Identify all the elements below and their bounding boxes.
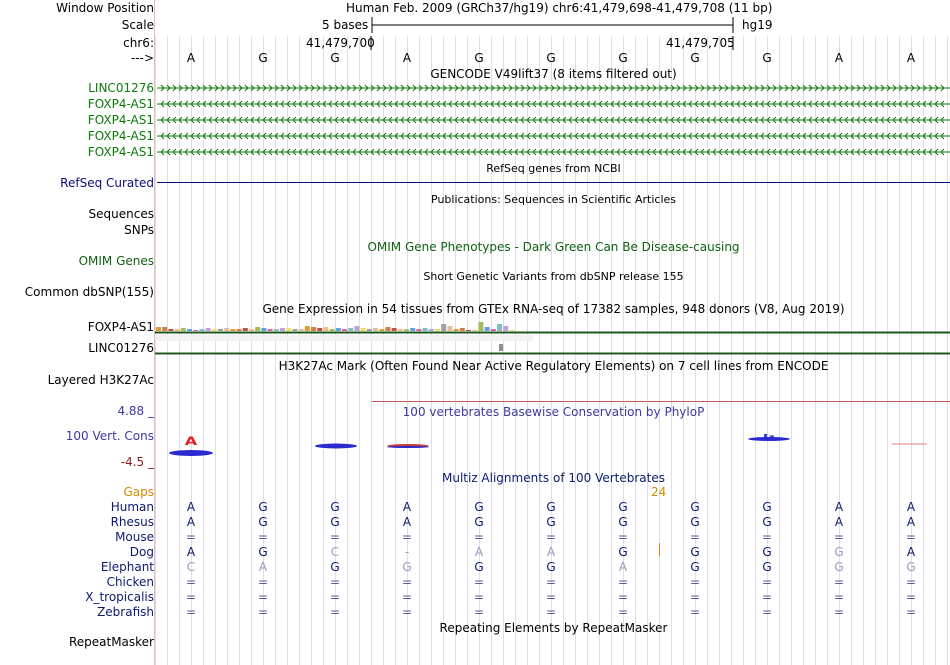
repeatmasker-title: Repeating Elements by RepeatMasker [439, 621, 668, 635]
window-position-text: Human Feb. 2009 (GRCh37/hg19) chr6:41,479,698-41,479,708 (11 bp) [346, 1, 773, 15]
scale-bar [370, 14, 740, 36]
gap-marker [659, 543, 660, 556]
gtex-tissue-bar [330, 329, 335, 331]
gtex-tissue-bar [342, 329, 347, 331]
gtex-tissue-bar [367, 329, 372, 331]
refseq-gene-line[interactable] [157, 182, 950, 183]
gtex-tissue-bar [168, 329, 173, 331]
strand-label: ---> [130, 51, 154, 65]
phylop-logo-flat [169, 450, 213, 456]
alignment-base: = [473, 590, 485, 604]
sequences-label[interactable]: Sequences [88, 207, 154, 221]
alignment-base: A [474, 545, 484, 559]
gtex-tissue-bar [249, 329, 254, 331]
gtex-tissue-bar [373, 328, 378, 331]
multiz-species-label[interactable]: Mouse [115, 530, 154, 544]
base-letter: G [258, 51, 268, 65]
alignment-base: = [329, 590, 341, 604]
gencode-transcript-line[interactable] [157, 147, 950, 157]
omim-title: OMIM Gene Phenotypes - Dark Green Can Be Disease-causing [367, 240, 740, 254]
gtex-row-label-2[interactable]: LINC01276 [88, 341, 154, 355]
alignment-base: = [833, 530, 845, 544]
gtex-tissue-bar [230, 329, 235, 331]
alignment-base: G [258, 515, 268, 529]
dbsnp-label[interactable]: Common dbSNP(155) [24, 285, 154, 299]
alignment-base: A [186, 545, 196, 559]
alignment-base: G [618, 500, 628, 514]
alignment-base: = [689, 530, 701, 544]
alignment-base: G [546, 560, 556, 574]
alignment-base: G [618, 515, 628, 529]
alignment-base: G [762, 545, 772, 559]
gtex-tissue-bar [447, 326, 452, 331]
gtex-tissue-bar [286, 328, 291, 331]
gtex-tissue-bar [435, 329, 440, 331]
gtex-tissue-bar [336, 328, 341, 331]
alignment-base: = [689, 575, 701, 589]
alignment-base: = [833, 590, 845, 604]
gtex-tissue-bar [429, 329, 434, 331]
snps-label[interactable]: SNPs [124, 223, 154, 237]
alignment-base: = [473, 530, 485, 544]
alignment-base: = [185, 530, 197, 544]
alignment-base: G [762, 515, 772, 529]
alignment-base: G [258, 500, 268, 514]
gtex-tissue-bar [255, 327, 260, 331]
gencode-item-label[interactable]: FOXP4-AS1 [87, 129, 154, 143]
alignment-base: G [546, 515, 556, 529]
alignment-base: = [257, 590, 269, 604]
gtex-tissue-bar [410, 328, 415, 331]
coord-left: 41,479,700 [306, 36, 375, 50]
gaps-value: 24 [651, 485, 667, 499]
gtex-tissue-bar [175, 329, 180, 331]
alignment-base: = [833, 605, 845, 619]
repeatmasker-label[interactable]: RepeatMasker [68, 635, 154, 649]
gtex-tissue-bar [280, 328, 285, 331]
gtex-tissue-bar [218, 329, 223, 331]
alignment-base: A [186, 515, 196, 529]
alignment-base: G [474, 500, 484, 514]
gtex-tissue-bar [385, 327, 390, 331]
publications-title: Publications: Sequences in Scientific Articles [431, 193, 676, 206]
alignment-base: G [762, 500, 772, 514]
alignment-base: G [330, 515, 340, 529]
alignment-base: = [761, 575, 773, 589]
multiz-species-label[interactable]: Elephant [100, 560, 154, 574]
alignment-base: = [473, 605, 485, 619]
gtex-row-label-1[interactable]: FOXP4-AS1 [87, 320, 154, 334]
coord-right: 41,479,705 [666, 36, 735, 50]
gtex-tissue-bar [454, 329, 459, 331]
alignment-base: = [329, 605, 341, 619]
gtex-tissue-bar [274, 329, 279, 331]
gtex-tissue-bar [299, 329, 304, 331]
scale-text: 5 bases [322, 18, 369, 32]
gencode-transcript-line[interactable] [157, 115, 950, 125]
multiz-species-label[interactable]: Dog [129, 545, 154, 559]
alignment-base: A [906, 545, 916, 559]
alignment-base: G [834, 545, 844, 559]
alignment-base: G [618, 545, 628, 559]
gtex-tissue-bar [499, 344, 503, 351]
alignment-base: G [690, 515, 700, 529]
alignment-base: = [329, 530, 341, 544]
refseq-label[interactable]: RefSeq Curated [60, 176, 154, 190]
gencode-item-label[interactable]: LINC01276 [88, 81, 154, 95]
alignment-base: = [905, 575, 917, 589]
alignment-base: = [185, 605, 197, 619]
gencode-title: GENCODE V49lift37 (8 items filtered out) [430, 67, 677, 81]
gtex-tissue-bar [503, 326, 508, 331]
gtex-tissue-bar [181, 328, 186, 331]
gtex-title: Gene Expression in 54 tissues from GTEx RNA-seq of 17382 samples, 948 donors (V8, Aug 2019) [262, 302, 845, 316]
h3k27ac-label[interactable]: Layered H3K27Ac [47, 373, 154, 387]
alignment-base: = [617, 605, 629, 619]
omim-label[interactable]: OMIM Genes [78, 254, 154, 268]
base-letter: G [546, 51, 556, 65]
phylop-label[interactable]: 100 Vert. Cons [65, 429, 154, 443]
alignment-base: C [330, 545, 340, 559]
gtex-tissue-bar [354, 326, 359, 331]
gtex-tissue-bar [156, 327, 161, 331]
gtex-tissue-bar [212, 329, 217, 331]
gtex-expression-bars[interactable] [155, 318, 950, 358]
alignment-base: G [258, 545, 268, 559]
alignment-base: G [762, 560, 772, 574]
gtex-tissue-bar [466, 330, 471, 331]
alignment-base: = [401, 530, 413, 544]
alignment-base: = [545, 575, 557, 589]
gtex-tissue-bar [478, 322, 483, 331]
alignment-base: = [761, 605, 773, 619]
gtex-tissue-bar [441, 324, 446, 331]
alignment-base: A [186, 500, 196, 514]
alignment-base: = [905, 530, 917, 544]
scale-label: Scale [121, 18, 154, 32]
alignment-base: A [258, 560, 268, 574]
gtex-tissue-bar [460, 328, 465, 331]
scale-assembly: hg19 [742, 18, 773, 32]
multiz-species-label[interactable]: Rhesus [110, 515, 154, 529]
gtex-tissue-bar [261, 328, 266, 331]
gaps-label[interactable]: Gaps [123, 485, 154, 499]
phylop-ymax: 4.88 _ [117, 404, 154, 418]
gtex-tissue-bar [268, 329, 273, 331]
multiz-title: Multiz Alignments of 100 Vertebrates [441, 471, 666, 485]
gencode-transcript-line[interactable] [157, 131, 950, 141]
gtex-tissue-bar [187, 329, 192, 331]
gtex-tissue-bar [379, 329, 384, 331]
gtex-tissue-bar [199, 329, 204, 331]
alignment-base: A [834, 500, 844, 514]
alignment-base: = [545, 590, 557, 604]
alignment-base: A [402, 515, 412, 529]
base-letter: G [762, 51, 772, 65]
gencode-item-label[interactable]: FOXP4-AS1 [87, 97, 154, 111]
alignment-base: = [617, 575, 629, 589]
gtex-tissue-bar [491, 329, 496, 331]
phylop-logo-g [315, 444, 357, 449]
alignment-base: A [906, 515, 916, 529]
gencode-item-label[interactable]: FOXP4-AS1 [87, 113, 154, 127]
gtex-tissue-bar [243, 328, 248, 331]
gtex-tissue-bar [423, 328, 428, 331]
alignment-base: G [690, 545, 700, 559]
alignment-base: = [545, 530, 557, 544]
gtex-tissue-bar [162, 327, 167, 331]
gtex-tissue-bar [305, 326, 310, 331]
alignment-base: = [761, 530, 773, 544]
alignment-base: A [834, 515, 844, 529]
alignment-base: = [617, 530, 629, 544]
gtex-tissue-bar [193, 330, 198, 331]
gencode-item-label[interactable]: FOXP4-AS1 [87, 145, 154, 159]
base-letter: A [402, 51, 412, 65]
alignment-base: G [402, 560, 412, 574]
alignment-base: = [761, 590, 773, 604]
refseq-title: RefSeq genes from NCBI [486, 162, 621, 175]
gtex-tissue-bar [485, 327, 490, 331]
alignment-base: G [330, 560, 340, 574]
alignment-base: = [185, 575, 197, 589]
alignment-base: = [401, 605, 413, 619]
alignment-base: = [185, 590, 197, 604]
alignment-base: A [402, 500, 412, 514]
alignment-base: A [618, 560, 628, 574]
alignment-base: A [906, 500, 916, 514]
chrom-label: chr6: [123, 36, 154, 50]
dbsnp-title: Short Genetic Variants from dbSNP release 155 [423, 270, 684, 283]
phylop-logo-a: A [184, 435, 198, 449]
alignment-base: = [905, 605, 917, 619]
alignment-base: = [257, 575, 269, 589]
alignment-base: = [257, 530, 269, 544]
gtex-tissue-bar [416, 329, 421, 331]
gtex-tissue-bar [237, 329, 242, 331]
gtex-tissue-bar [497, 324, 502, 331]
alignment-base: G [690, 560, 700, 574]
alignment-base: = [257, 605, 269, 619]
alignment-base: = [689, 590, 701, 604]
alignment-base: = [689, 605, 701, 619]
alignment-base: = [617, 590, 629, 604]
alignment-base: G [330, 500, 340, 514]
gtex-tissue-bar [292, 329, 297, 331]
alignment-base: G [690, 500, 700, 514]
gtex-row-background [155, 335, 533, 341]
alignment-base: A [546, 545, 556, 559]
base-letter: A [834, 51, 844, 65]
gtex-tissue-bar [392, 328, 397, 331]
gtex-tissue-bar [361, 328, 366, 331]
base-letter: G [474, 51, 484, 65]
h3k27ac-title: H3K27Ac Mark (Often Found Near Active Regulatory Elements) on 7 cell lines from ENCODE [278, 359, 829, 373]
alignment-base: G [546, 500, 556, 514]
gencode-transcript-line[interactable] [157, 83, 950, 93]
alignment-base: = [473, 575, 485, 589]
alignment-base: G [474, 515, 484, 529]
alignment-base: = [329, 575, 341, 589]
gtex-tissue-bar [323, 327, 328, 331]
h3k27ac-signal[interactable] [372, 401, 950, 402]
gencode-transcript-line[interactable] [157, 99, 950, 109]
multiz-species-label[interactable]: Chicken [106, 575, 154, 589]
gtex-tissue-bar [348, 328, 353, 331]
multiz-species-label[interactable]: X_tropicalis [85, 590, 154, 604]
multiz-species-label[interactable]: Human [110, 500, 154, 514]
base-letter: G [618, 51, 628, 65]
alignment-base: - [404, 545, 410, 559]
base-letter: A [906, 51, 916, 65]
alignment-base: = [401, 590, 413, 604]
phylop-logos[interactable] [155, 434, 950, 464]
gtex-tissue-bar [404, 329, 409, 331]
gtex-tissue-bar [398, 329, 403, 331]
base-letter: G [330, 51, 340, 65]
gtex-tissue-bar [317, 328, 322, 331]
alignment-base: G [474, 560, 484, 574]
phylop-ymin: -4.5 _ [120, 455, 154, 469]
alignment-base: G [834, 560, 844, 574]
alignment-base: C [186, 560, 196, 574]
alignment-base: = [833, 575, 845, 589]
base-letter: A [186, 51, 196, 65]
base-letter: G [690, 51, 700, 65]
gtex-tissue-bar [311, 327, 316, 331]
gtex-tissue-bar [472, 330, 477, 331]
gtex-tissue-bar [509, 330, 514, 331]
alignment-base: = [545, 605, 557, 619]
gtex-tissue-bar [206, 328, 211, 331]
window-position-label: Window Position [56, 1, 154, 15]
phylop-title: 100 vertebrates Basewise Conservation by PhyloP [402, 405, 705, 419]
multiz-species-label[interactable]: Zebrafish [97, 605, 154, 619]
alignment-base: = [401, 575, 413, 589]
alignment-base: = [905, 590, 917, 604]
gtex-tissue-bar [224, 328, 229, 331]
alignment-base: G [906, 560, 916, 574]
